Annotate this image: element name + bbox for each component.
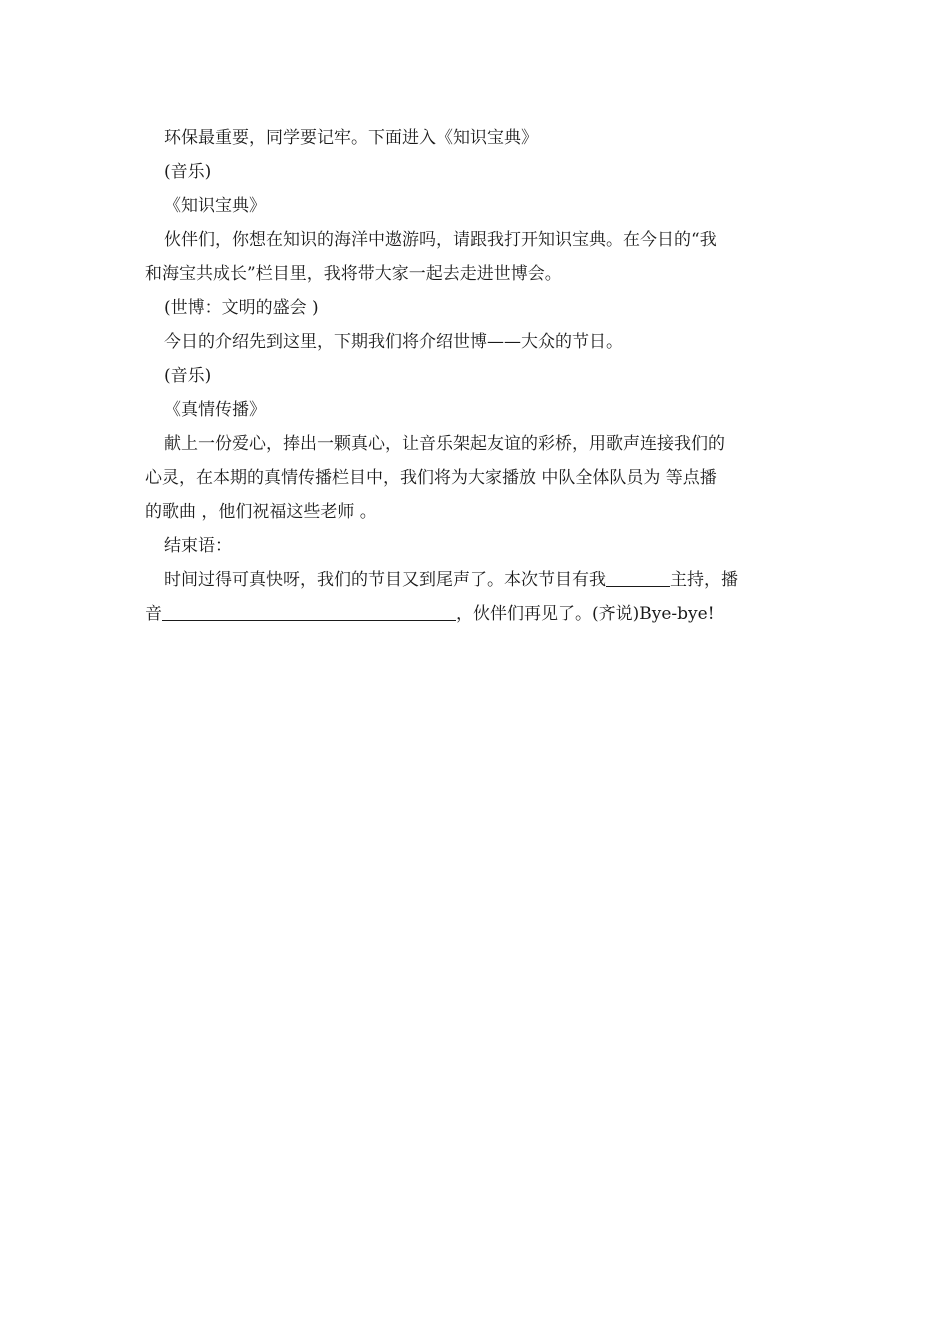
broadcaster-name-blank	[162, 600, 456, 621]
closing-heading: 结束语：	[164, 536, 232, 556]
paragraph-line: 的歌曲 ，他们祝福这些老师 。	[145, 502, 377, 522]
expo-note: (世博：文明的盛会 )	[164, 298, 319, 318]
paragraph-line: 和海宝共成长”栏目里，我将带大家一起去走进世博会。	[145, 264, 562, 284]
section-title-knowledge: 《知识宝典》	[164, 196, 266, 216]
paragraph-line: 伙伴们，你想在知识的海洋中遨游吗，请跟我打开知识宝典。在今日的“我	[164, 230, 717, 250]
section-title-sincere: 《真情传播》	[164, 400, 266, 420]
closing-line-1	[145, 563, 810, 597]
closing-text: ，伙伴们再见了。(齐说)Bye-bye!	[456, 604, 715, 624]
closing-text: 主持，播	[670, 570, 738, 590]
document-body	[145, 121, 810, 631]
music-cue: (音乐)	[164, 162, 212, 182]
paragraph-line: 今日的介绍先到这里，下期我们将介绍世博——大众的节日。	[164, 332, 623, 352]
paragraph-line: 献上一份爱心，捧出一颗真心，让音乐架起友谊的彩桥，用歌声连接我们的	[164, 434, 725, 454]
closing-line-2	[145, 597, 810, 631]
music-cue: (音乐)	[164, 366, 212, 386]
paragraph-line: 环保最重要，同学要记牢。下面进入《知识宝典》	[164, 128, 538, 148]
closing-text: 音	[145, 604, 162, 624]
paragraph-line: 心灵，在本期的真情传播栏目中，我们将为大家播放 中队全体队员为 等点播	[145, 468, 717, 488]
closing-text: 时间过得可真快呀，我们的节目又到尾声了。本次节目有我	[164, 570, 606, 590]
host-name-blank	[606, 566, 670, 587]
